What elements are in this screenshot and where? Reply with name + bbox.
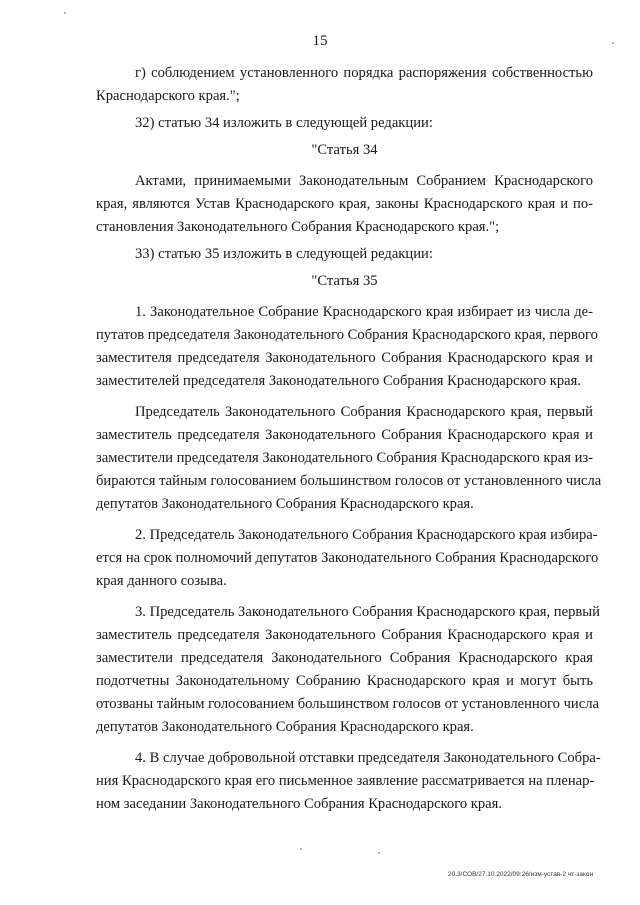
text-line: заместитель председателя Законодательного Собрания Краснодарского края и bbox=[96, 427, 593, 443]
article-heading: "Статья 34 bbox=[311, 142, 378, 158]
text-line: депутатов Законодательного Собрания Краснодарского края. bbox=[96, 496, 474, 512]
article-heading: "Статья 35 bbox=[311, 273, 378, 289]
scan-speck bbox=[612, 42, 614, 44]
text-line: заместители председателя Законодательного Собрания Краснодарского края bbox=[96, 650, 593, 666]
text-line: края, являются Устав Краснодарского края, законы Краснодарского края и по- bbox=[96, 196, 593, 212]
text-line: 2. Председатель Законодательного Собрания Краснодарского края избира- bbox=[135, 527, 598, 543]
text-line: Председатель Законодательного Собрания Краснодарского края, первый bbox=[135, 404, 593, 420]
scan-speck bbox=[64, 12, 66, 14]
text-line: 33) статью 35 изложить в следующей редакции: bbox=[135, 246, 433, 262]
text-line: заместителей председателя Законодательного Собрания Краснодарского края. bbox=[96, 373, 581, 389]
text-line: бираются тайным голосованием большинством голосов от установленного числа bbox=[96, 473, 602, 489]
text-line: ется на срок полномочий депутатов Законодательного Собрания Краснодарского bbox=[96, 550, 599, 566]
document-body bbox=[96, 62, 602, 816]
text-line: заместителя председателя Законодательного Собрания Краснодарского края и bbox=[96, 350, 593, 366]
scan-speck bbox=[300, 848, 302, 850]
text-line: заместитель председателя Законодательного Собрания Краснодарского края и bbox=[96, 627, 593, 643]
text-line: края данного созыва. bbox=[96, 573, 227, 589]
footer-code: 20.3/СОВ/27.10.2022/09:26/изм-устав-2 чт-закон bbox=[448, 871, 594, 878]
text-line: становления Законодательного Собрания Краснодарского края."; bbox=[96, 219, 500, 235]
text-line: подотчетны Законодательному Собранию Краснодарского края и могут быть bbox=[96, 673, 593, 689]
text-line: депутатов Законодательного Собрания Краснодарского края. bbox=[96, 719, 474, 735]
text-line: 4. В случае добровольной отставки председателя Законодательного Собра- bbox=[135, 750, 601, 766]
text-line: путатов председателя Законодательного Собрания Краснодарского края, первого bbox=[96, 327, 598, 343]
page-number: 15 bbox=[312, 33, 328, 49]
text-line: заместители председателя Законодательного Собрания Краснодарского края из- bbox=[96, 450, 593, 466]
scan-speck bbox=[378, 852, 380, 854]
text-line: Краснодарского края."; bbox=[96, 88, 240, 104]
text-line: Актами, принимаемыми Законодательным Собранием Краснодарского bbox=[135, 173, 593, 189]
text-line: отозваны тайным голосованием большинством голосов от установленного числа bbox=[96, 696, 599, 712]
text-line: г) соблюдением установленного порядка распоряжения собственностью bbox=[135, 65, 593, 81]
text-line: 32) статью 34 изложить в следующей редакции: bbox=[135, 115, 433, 131]
text-line: 3. Председатель Законодательного Собрания Краснодарского края, первый bbox=[135, 604, 600, 620]
text-line: ния Краснодарского края его письменное заявление рассматривается на пленар- bbox=[96, 773, 595, 789]
text-line: 1. Законодательное Собрание Краснодарского края избирает из числа де- bbox=[135, 304, 593, 320]
text-line: ном заседании Законодательного Собрания Краснодарского края. bbox=[96, 796, 502, 812]
